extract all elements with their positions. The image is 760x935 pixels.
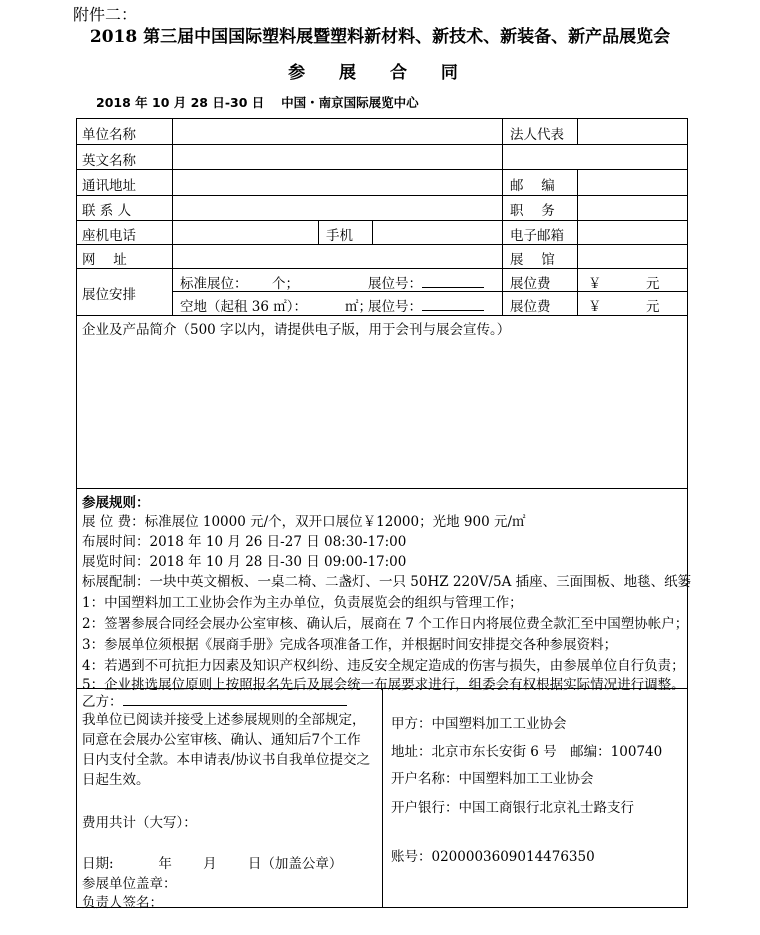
- party-b-label: 乙方：: [82, 690, 347, 710]
- company-name-label: 单位名称: [82, 127, 136, 143]
- yuan-unit-1: 元: [646, 276, 660, 292]
- rule-item: 布展时间：2018 年 10 月 26 日-27 日 08:30-17:00: [82, 534, 407, 550]
- total-fee-label: 费用共计（大写）：: [82, 815, 197, 831]
- rule-item: 3：参展单位须根据《展商手册》完成各项准备工作，并根据时间安排提交各种参展资料；: [82, 637, 618, 653]
- party-a-account-name: 开户名称：中国塑料加工工业协会: [391, 771, 594, 787]
- legal-rep-label: 法人代表: [510, 127, 564, 143]
- document-subtitle: 参 展 合 同: [288, 63, 472, 83]
- seal-label: 参展单位盖章：: [82, 876, 177, 892]
- row-divider: [76, 220, 688, 221]
- date-venue: 2018 年 10 月 28 日-30 日 中国・南京国际展览中心: [96, 95, 419, 110]
- party-a-address: 地址：北京市东长安街 6 号 邮编：100740: [391, 744, 663, 760]
- website-label: 网 址: [82, 252, 127, 268]
- date-seal-line: 日期: 年 月 日（加盖公章）: [82, 856, 343, 872]
- row-divider: [76, 195, 688, 196]
- row-divider: [76, 268, 688, 269]
- col-divider: [502, 118, 503, 315]
- raw-space-field: 空地（起租 36 ㎡）： ㎡；: [180, 299, 373, 315]
- booth-fee-label-1: 展位费: [510, 276, 551, 292]
- rule-item: 1：中国塑料加工工业协会作为主办单位，负责展览会的组织与管理工作；: [82, 595, 523, 611]
- attachment-label: 附件二：: [73, 5, 138, 24]
- email-label: 电子邮箱: [510, 228, 564, 244]
- rule-item: 5：企业挑选展位原则上按照报名先后及展会统一布展要求进行，组委会有权根据实际情况进行调整。: [82, 677, 685, 693]
- rule-item: 4：若遇到不可抗拒力因素及知识产权纠纷、违反安全规定造成的伤害与损失，由参展单位自行负责；: [82, 658, 685, 674]
- document-title: 2018 第三届中国国际塑料展暨塑料新材料、新技术、新装备、新产品展览会: [89, 27, 671, 47]
- rules-heading: 参展规则：: [82, 495, 150, 511]
- rule-item: 2：签署参展合同经会展办公室审核、确认后，展商在 7 个工作日内将展位费全款汇至中国塑协帐户；: [82, 616, 689, 632]
- party-a-account-no: 账号：0200003609014476350: [391, 849, 595, 865]
- row-divider: [76, 144, 688, 145]
- rule-item: 标展配制：一块中英文楣板、一桌二椅、二盏灯、一只 50HZ 220V/5A 插座、三面围板、地毯、纸篓: [82, 574, 692, 590]
- postcode-label: 邮 编: [510, 178, 555, 194]
- address-label: 通讯地址: [82, 178, 136, 194]
- booth-arrangement-label: 展位安排: [82, 287, 136, 303]
- rule-item: 展 位 费：标准展位 10000 元/个，双开口展位￥12000；光地 900 元/㎡: [82, 514, 526, 530]
- mobile-label: 手机: [326, 228, 353, 244]
- yen-symbol-2: ￥: [588, 299, 602, 315]
- row-divider: [76, 488, 688, 489]
- company-intro-label: 企业及产品简介（500 字以内，请提供电子版，用于会刊与展会宣传。）: [82, 322, 511, 338]
- col-divider: [172, 118, 173, 315]
- booth-no-label-2: 展位号：: [368, 295, 484, 315]
- booth-fee-label-2: 展位费: [510, 299, 551, 315]
- hall-label: 展 馆: [510, 252, 555, 268]
- standard-booth-field: 标准展位： 个；: [180, 276, 300, 292]
- party-b-statement: 我单位已阅读并接受上述参展规则的全部规定，同意在会展办公室审核、确认、通知后7个工作日内支付全款。本申请表/协议书自我单位提交之日起生效。: [82, 712, 371, 788]
- yuan-unit-2: 元: [646, 299, 660, 315]
- row-divider: [76, 315, 688, 316]
- col-divider: [318, 220, 319, 244]
- signature-label: 负责人签名：: [82, 895, 163, 911]
- contact-label: 联 系 人: [82, 203, 132, 219]
- yen-symbol-1: ￥: [588, 276, 602, 292]
- row-divider: [76, 244, 688, 245]
- party-a-name: 甲方：中国塑料加工工业协会: [391, 716, 567, 732]
- english-name-label: 英文名称: [82, 153, 136, 169]
- rule-item: 展览时间：2018 年 10 月 28 日-30 日 09:00-17:00: [82, 554, 407, 570]
- col-divider: [382, 688, 383, 908]
- col-divider: [577, 118, 578, 145]
- col-divider: [577, 169, 578, 315]
- landline-label: 座机电话: [82, 228, 136, 244]
- row-divider: [76, 169, 688, 170]
- party-a-bank: 开户银行：中国工商银行北京礼士路支行: [391, 800, 634, 816]
- col-divider: [372, 220, 373, 244]
- booth-no-label-1: 展位号：: [368, 272, 484, 292]
- position-label: 职 务: [510, 203, 555, 219]
